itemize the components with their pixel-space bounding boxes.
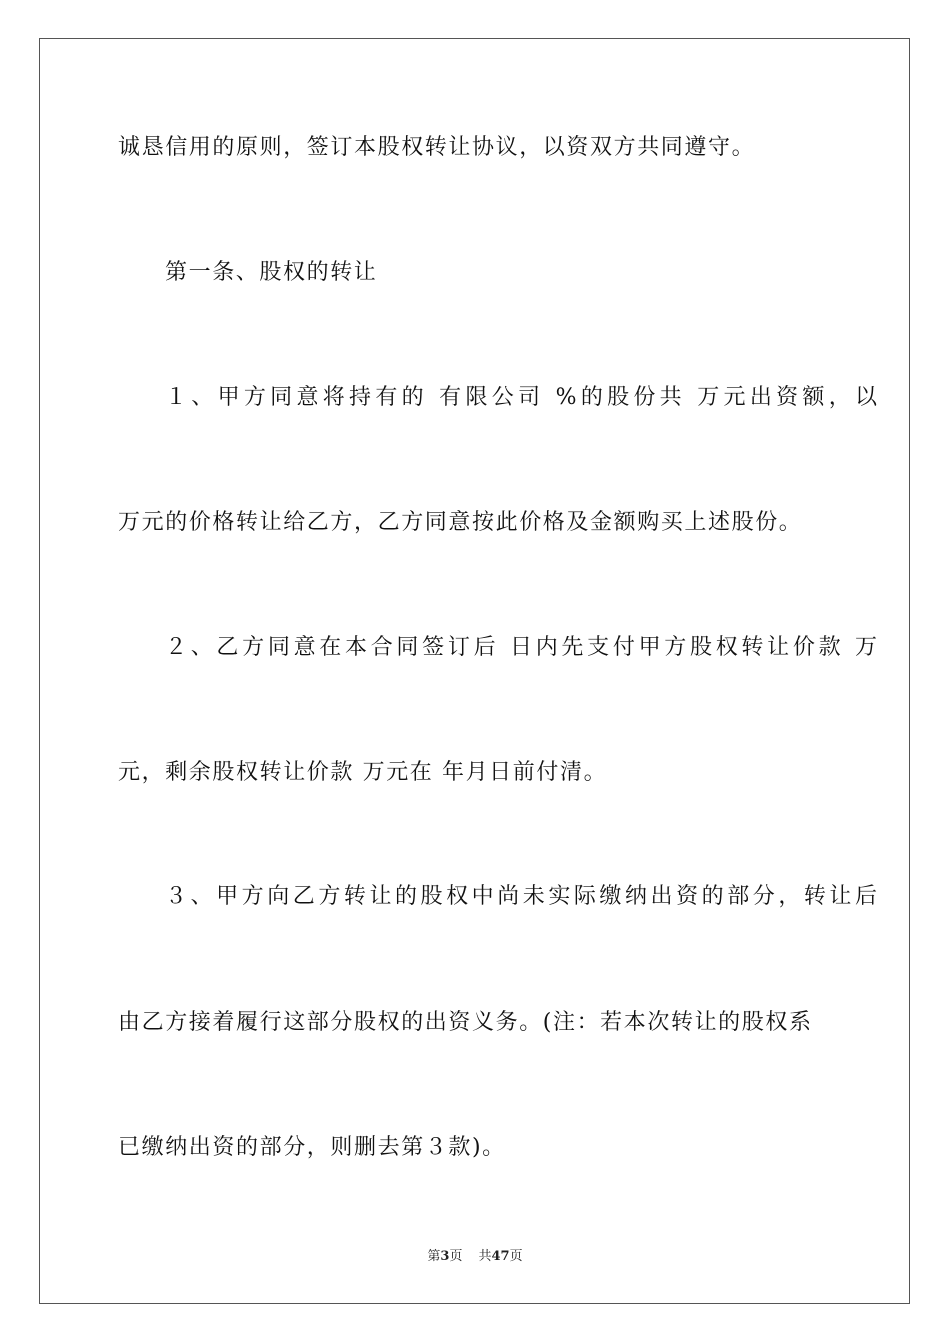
page-suffix: 页 — [449, 1249, 463, 1264]
page-border — [39, 38, 910, 1304]
page-number: 3 — [440, 1249, 450, 1264]
paragraph-line-1: 诚恳信用的原则，签订本股权转让协议，以资双方共同遵守。 — [118, 135, 756, 160]
page-prefix: 第 — [427, 1249, 441, 1264]
clause-2-line-2: 元，剩余股权转让价款 万元在 年月日前付清。 — [118, 760, 608, 785]
total-prefix: 共 — [478, 1249, 492, 1264]
article-heading: 第一条、股权的转让 — [165, 260, 378, 285]
total-suffix: 页 — [509, 1249, 523, 1264]
total-pages: 47 — [491, 1249, 510, 1264]
clause-3-line-3: 已缴纳出资的部分，则删去第３款)。 — [118, 1135, 506, 1160]
clause-1-line-1: １、甲方同意将持有的 有限公司 %的股份共 万元出资额，以 — [165, 385, 877, 410]
clause-2-line-1: ２、乙方同意在本合同签订后 日内先支付甲方股权转让价款 万 — [165, 635, 877, 660]
clause-3-line-1: ３、甲方向乙方转让的股权中尚未实际缴纳出资的部分，转让后 — [165, 884, 877, 909]
clause-1-line-2: 万元的价格转让给乙方，乙方同意按此价格及金额购买上述股份。 — [118, 510, 803, 535]
page-footer — [0, 1248, 950, 1266]
clause-3-line-2: 由乙方接着履行这部分股权的出资义务。(注：若本次转让的股权系 — [118, 1010, 813, 1035]
